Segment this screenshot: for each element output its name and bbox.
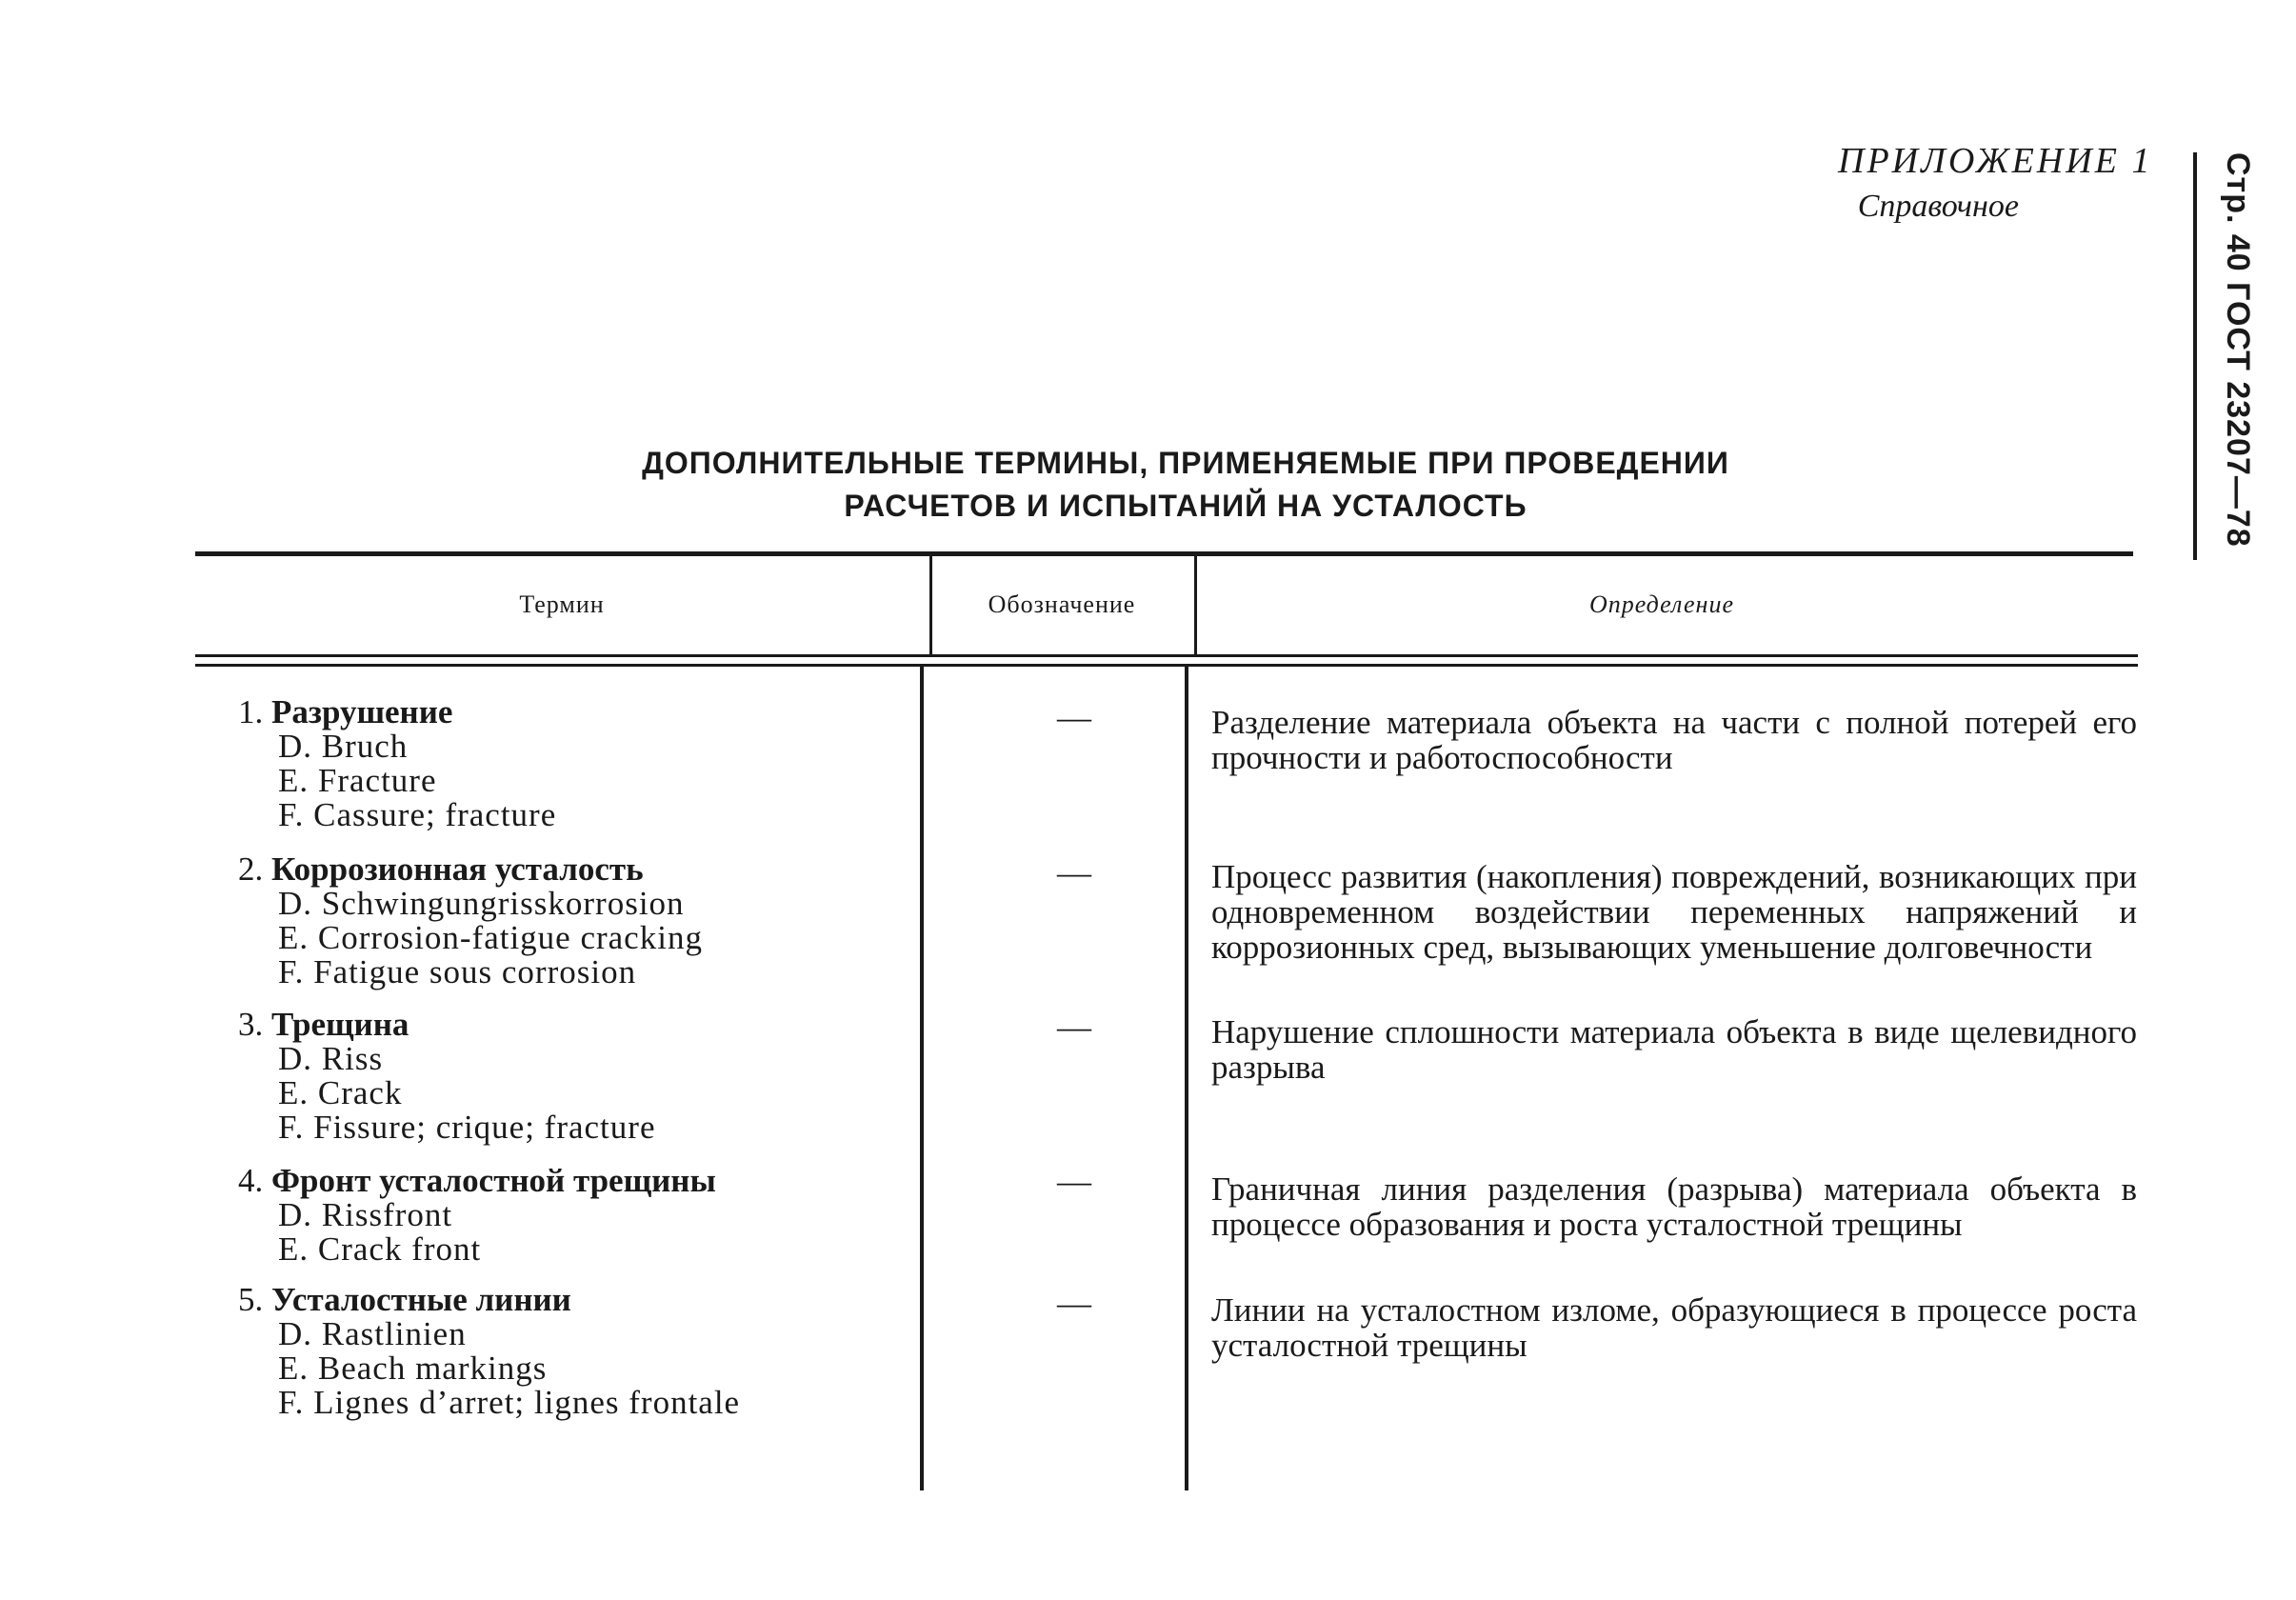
- definition-text: Разделение материала объекта на части с полной потерей его прочности и работоспособности: [1211, 704, 2137, 776]
- document-title-line-1: ДОПОЛНИТЕЛЬНЫЕ ТЕРМИНЫ, ПРИМЕНЯЕМЫЕ ПРИ ПРОВЕДЕНИИ: [642, 446, 1729, 480]
- designation-value: —: [1057, 1162, 1091, 1200]
- term-equivalent-fr: F. Lignes d’arret; lignes frontale: [278, 1384, 741, 1421]
- term-name: Коррозионная усталость: [271, 850, 644, 888]
- term-equivalent-en: E. Beach markings: [278, 1350, 548, 1387]
- table-row-term: [238, 1283, 740, 1420]
- designation-value: —: [1057, 1008, 1091, 1046]
- column-divider: [920, 667, 924, 1490]
- term-equivalent-de: D. Rissfront: [278, 1196, 453, 1233]
- term-equivalent-fr: F. Cassure; fracture: [278, 796, 557, 833]
- side-rule: [2193, 152, 2197, 560]
- term-equivalent-de: D. Schwingungrisskorrosion: [278, 885, 685, 922]
- term-number: 3.: [238, 1006, 264, 1043]
- term-name: Усталостные линии: [271, 1281, 571, 1318]
- reference-note: Справочное: [1857, 189, 2019, 224]
- table-row-term: [238, 1164, 716, 1267]
- term-equivalent-en: E. Crack: [278, 1074, 403, 1111]
- column-divider: [929, 556, 932, 654]
- term-equivalent-fr: F. Fissure; crique; fracture: [278, 1109, 656, 1146]
- term-name: Трещина: [271, 1006, 409, 1043]
- term-number: 2.: [238, 850, 264, 888]
- term-equivalent-en: E. Crack front: [278, 1230, 482, 1268]
- column-header-definition: Определение: [1589, 590, 1734, 618]
- page-side-label: Стр. 40 ГОСТ 23207—78: [2220, 152, 2256, 548]
- designation-value: —: [1057, 698, 1091, 736]
- table-header-rule-1: [195, 654, 2138, 657]
- term-number: 1.: [238, 693, 264, 730]
- table-row-term: [238, 852, 703, 990]
- column-divider: [1185, 667, 1188, 1490]
- appendix-label: ПРИЛОЖЕНИЕ 1: [1838, 141, 2153, 181]
- term-equivalent-fr: F. Fatigue sous corrosion: [278, 953, 637, 990]
- term-number: 5.: [238, 1281, 264, 1318]
- column-divider: [1194, 556, 1197, 654]
- term-equivalent-en: E. Corrosion-fatigue cracking: [278, 919, 703, 956]
- column-header-designation: Обозначение: [988, 590, 1136, 618]
- term-name: Разрушение: [271, 693, 453, 730]
- term-equivalent-de: D. Rastlinien: [278, 1315, 467, 1352]
- designation-value: —: [1057, 1284, 1091, 1322]
- definition-text: Линии на усталостном изломе, образующиеся в процессе роста усталостной трещины: [1211, 1291, 2137, 1364]
- term-equivalent-de: D. Riss: [278, 1040, 384, 1077]
- table-row-term: [238, 695, 556, 832]
- term-equivalent-en: E. Fracture: [278, 762, 437, 799]
- table-header-rule-2: [195, 664, 2138, 667]
- definition-text: Нарушение сплошности материала объекта в виде щелевидного разрыва: [1211, 1013, 2137, 1086]
- designation-value: —: [1057, 853, 1091, 891]
- term-name: Фронт усталостной трещины: [271, 1162, 716, 1199]
- term-equivalent-de: D. Bruch: [278, 728, 409, 765]
- definition-text: Процесс развития (накопления) повреждений, возникающих при одновременном воздействии переменных напряжений и коррозионных сред, вызывающих уменьшение долговечности: [1211, 858, 2137, 966]
- column-header-term: Термин: [519, 590, 605, 618]
- table-top-rule: [195, 551, 2133, 556]
- term-number: 4.: [238, 1162, 264, 1199]
- table-row-term: [238, 1008, 655, 1145]
- definition-text: Граничная линия разделения (разрыва) материала объекта в процессе образования и роста усталостной трещины: [1211, 1170, 2137, 1243]
- document-title-line-2: РАСЧЕТОВ И ИСПЫТАНИЙ НА УСТАЛОСТЬ: [844, 489, 1527, 523]
